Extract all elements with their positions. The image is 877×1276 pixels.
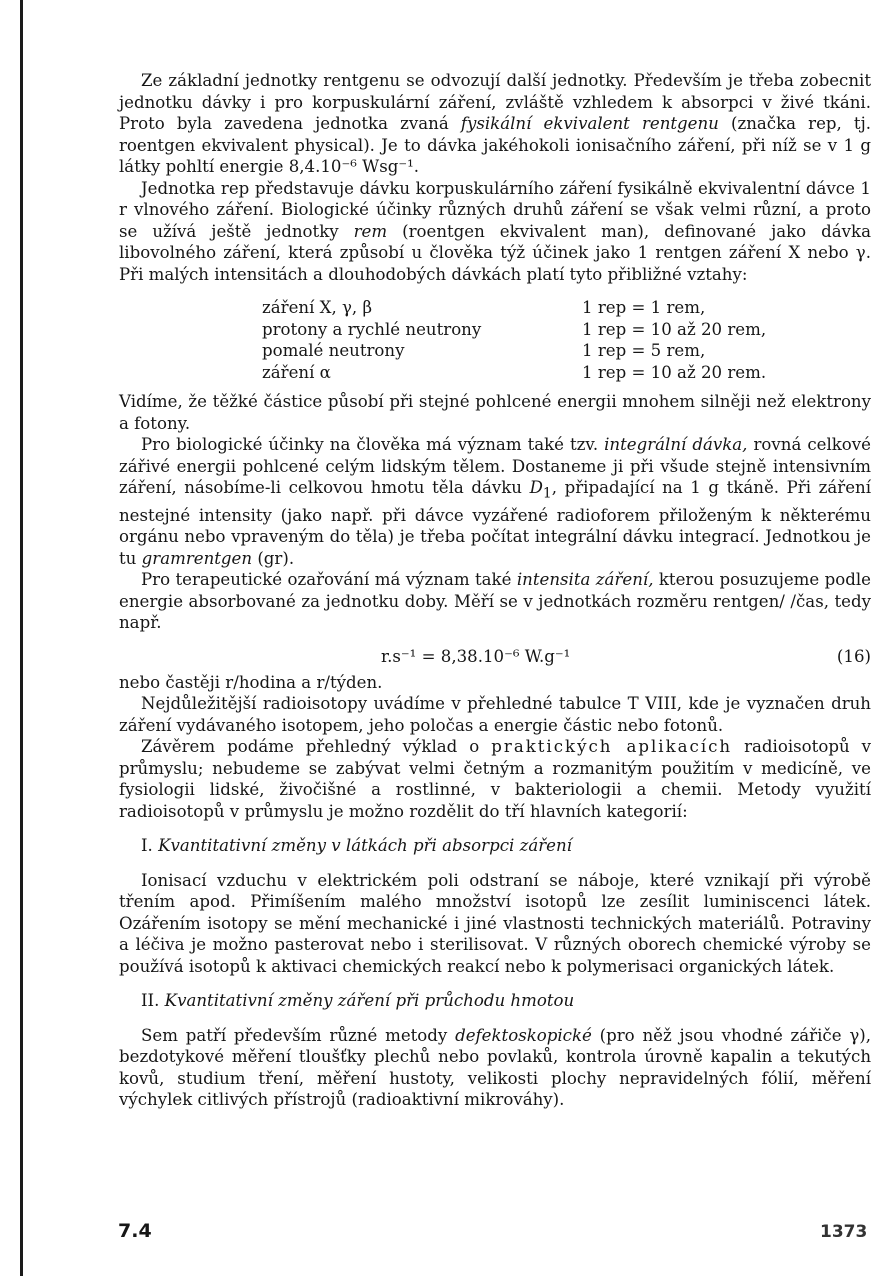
text-run: (gr). [252, 548, 295, 568]
text-run: Závěrem podáme přehledný výklad o [141, 737, 492, 757]
rep-rem-table [262, 297, 766, 383]
paragraph-heavy-particles: Vidíme, že těžké částice působí při stejné pohlcené energii mnohem silněji než elektrony a fotony. [119, 392, 871, 433]
rep-rem-relation: 1 rep = 10 až 20 rem, [582, 319, 767, 339]
paragraph-radioisotopes-table: Nejdůležitější radioisotopy uvádíme v přehledné tabulce T VIII, kde je vyznačen druh záření vydávaného isotopem, jeho poločas a energie částic nebo fotonů. [119, 694, 871, 735]
paragraph-units: nebo častěji r/hodina a r/týden. [119, 672, 383, 692]
text-run: Pro biologické účinky na člověka má význam také tzv. [141, 435, 605, 454]
section-number: I. [141, 836, 153, 856]
dose-subscript: 1 [542, 485, 552, 502]
paragraph-applications [119, 736, 871, 822]
emphasis-term: gramrentgen [141, 548, 253, 568]
paragraph-transmission [119, 1025, 871, 1111]
rep-rem-relation: 1 rep = 10 až 20 rem. [582, 362, 767, 382]
paragraph-intensity [119, 569, 871, 634]
section-heading-1 [141, 835, 871, 857]
spaced-emphasis: praktických aplikacích [491, 737, 733, 757]
text-run: (roentgen ekvivalent man), definované jako dávka libovolného záření, která způsobí u člověka týž účinek jako 1 rentgen záření X nebo γ. Při malých intensitách a dlouhodobých dávkách platí tyto přibližné vztahy: [119, 221, 871, 284]
emphasis-term: defektoskopické [455, 1025, 592, 1045]
emphasis-term: rem [353, 221, 388, 241]
paragraph-integral-dose [119, 434, 871, 569]
rep-rem-relation: 1 rep = 5 rem, [582, 341, 706, 360]
radiation-type: pomalé neutrony [262, 341, 405, 360]
radiation-type: protony a rychlé neutrony [262, 319, 482, 339]
paragraph-rep-definition [119, 70, 871, 178]
radiation-type: záření X, γ, β [262, 298, 373, 317]
text-run: kterou posuzujeme podle energie absorbované za jednotku doby. Měří se v jednotkách rozměru rentgen/ /čas, tedy např. [119, 570, 871, 633]
emphasis-term: intensita záření, [516, 570, 654, 590]
emphasis-term: integrální dávka, [604, 435, 748, 454]
text-run: Jednotka rep představuje dávku korpuskulárního záření fysikálně ekvivalentní dávce 1 r vlnového záření. Biologické účinky různých druhů záření se však velmi různí, a proto se užívá ještě jednotky [119, 178, 871, 241]
table-row [262, 297, 766, 319]
equation-16 [119, 642, 871, 672]
table-row [262, 340, 766, 362]
paragraph-rem-definition [119, 178, 871, 286]
page-body [119, 70, 871, 1111]
table-row [262, 319, 766, 341]
table-row [262, 362, 766, 384]
radiation-type: záření α [262, 362, 331, 382]
section-marker: 7.4 [118, 1220, 152, 1242]
text-run: , připadající na 1 g tkáně. Při záření nestejné intensity (jako např. při dávce vyzářené radioforem přiloženým k některému orgánu nebo vpraveným do těla) je třeba počítat integrální dávku integrací. Jednotkou je tu [119, 478, 872, 568]
text-run: Pro terapeutické ozařování má význam také [141, 570, 517, 590]
text-run: (pro něž jsou vhodné zářiče γ), bezdotykové měření tloušťky plechů nebo povlaků, kontrola úrovně kapalin a tekutých kovů, studium tření, měření hustoty, velikosti plochy nepravidelných fólií, měření výchylek citlivých přístrojů (radioaktivní mikrováhy). [119, 1025, 871, 1110]
section-title: Kvantitativní změny v látkách při absorpci záření [158, 836, 572, 856]
page-binding-edge [20, 0, 23, 1276]
text-run: Sem patří především různé metody [141, 1025, 456, 1045]
section-title: Kvantitativní změny záření při průchodu hmotou [164, 991, 575, 1011]
equation-body: r.s⁻¹ = 8,38.10⁻⁶ W.g⁻¹ [381, 646, 571, 666]
page-number: 1373 [820, 1222, 868, 1242]
section-heading-2 [141, 990, 871, 1012]
text-run: rovná celkové zářivé energii pohlcené celým lidským tělem. Dostaneme ji při všude stejně intensivním záření, násobíme-li celkovou hmotu těla dávku [119, 435, 871, 497]
section-number: II. [141, 991, 160, 1011]
paragraph-absorption: Ionisací vzduchu v elektrickém poli odstraní se náboje, které vznikají při výrobě třením apod. Přimíšením malého množství isotopů lze zesílit luminiscenci látek. Ozářením isotopy se mění mechanické i jiné vlastnosti technických materiálů. Potraviny a léčiva je možno pasterovat nebo i sterilisovat. V různých oborech chemické výroby se používá isotopů k aktivaci chemických reakcí nebo k polymerisaci organických látek. [119, 870, 871, 976]
emphasis-term: fysikální ekvivalent rentgenu [460, 114, 719, 133]
text-run: (značka rep, tj. roentgen ekvivalent physical). Je to dávka jakéhokoli ionisačního záření, při níž se v 1 g látky pohltí energie 8,4.10⁻⁶ Wsg⁻¹. [119, 114, 871, 176]
text-run: radioisotopů v průmyslu; nebudeme se zabývat velmi četným a rozmanitým použitím v medicíně, ve fysiologii lidské, živočišné a rostlinné, v bakteriologii a chemii. Metody využití radioisotopů v průmyslu je možno rozdělit do tří hlavních kategorií: [119, 737, 872, 821]
dose-variable: D [529, 478, 543, 497]
rep-rem-relation: 1 rep = 1 rem, [582, 298, 706, 317]
equation-number: (16) [836, 646, 871, 666]
text-run: Ze základní jednotky rentgenu se odvozují další jednotky. Především je třeba zobecnit jednotku dávky i pro korpuskulární záření, zvláště vzhledem k absorpci v živé tkáni. Proto byla zavedena jednotka zvaná [119, 71, 871, 133]
